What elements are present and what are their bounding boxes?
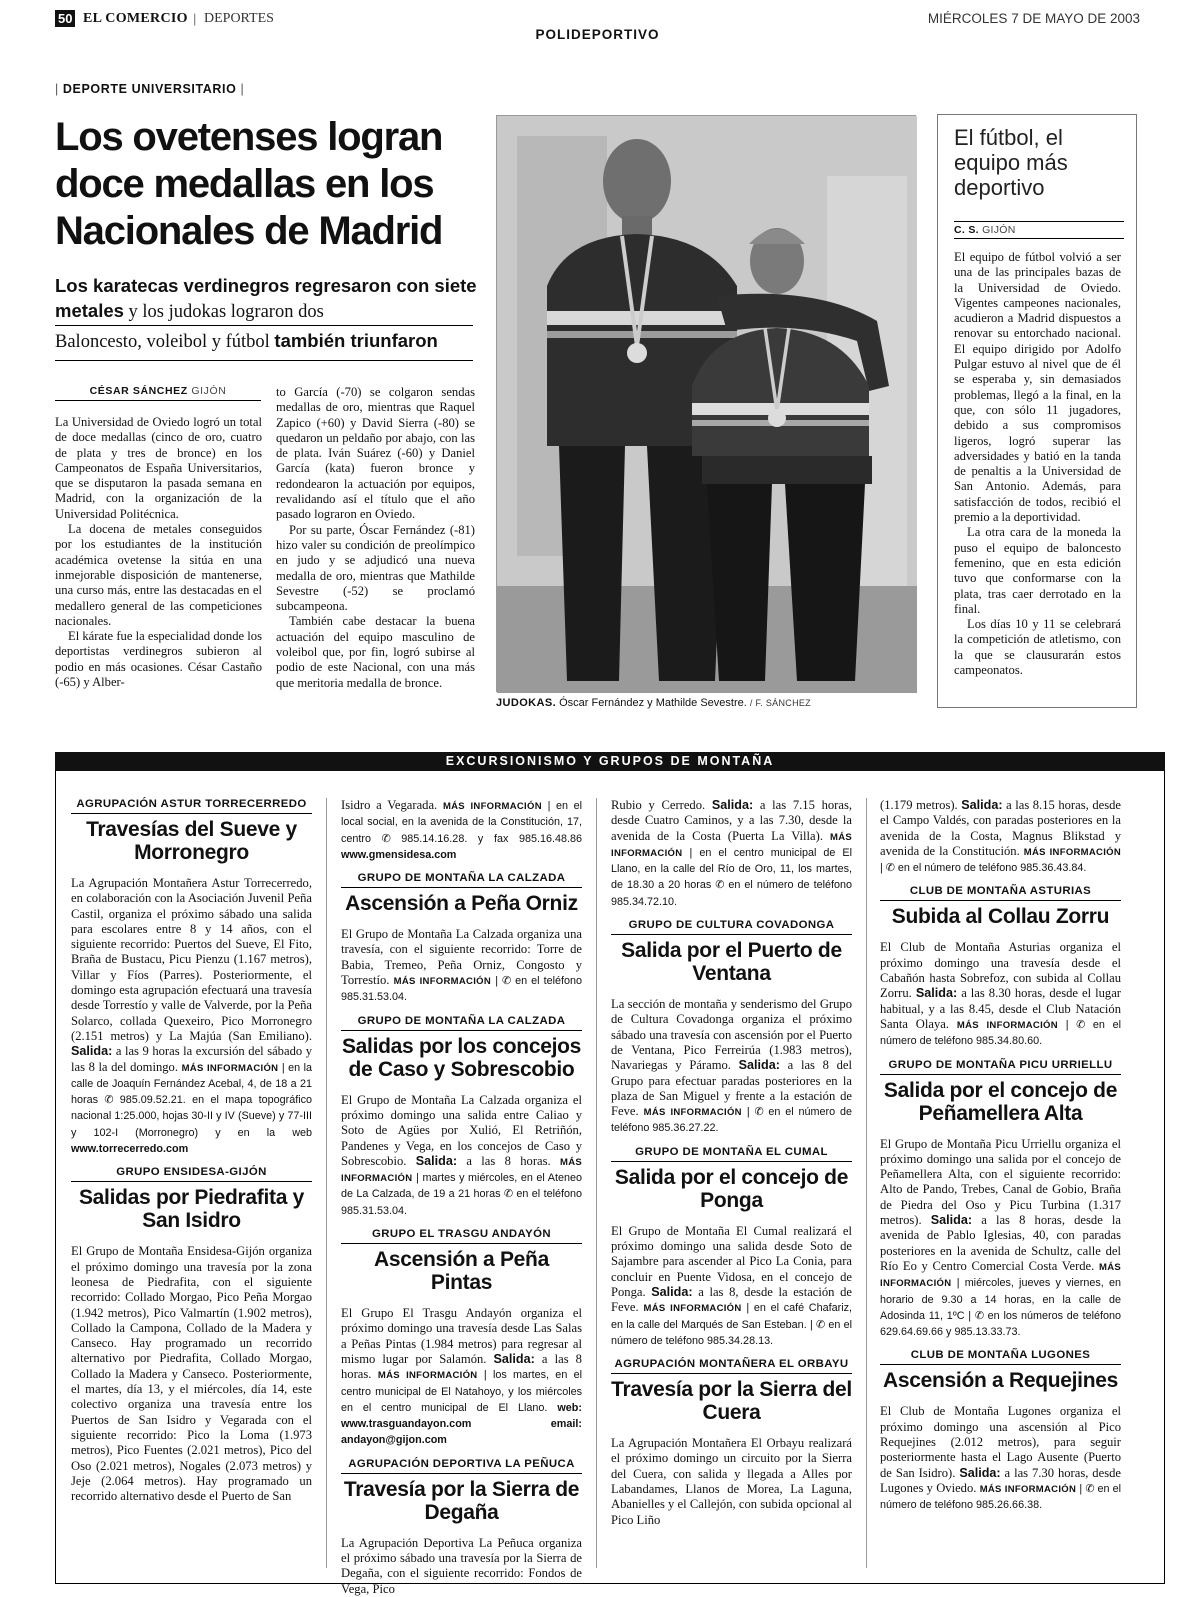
excursion-title: Salidas por Piedrafita y San Isidro [78,1186,305,1233]
excursion-title: Travesía por la Sierra de Degaña [343,1477,580,1524]
excursion-text: La Agrupación Deportiva La Peñuca organiza el próximo sábado una travesía por la Sierra de Degaña, con el siguiente recorrido: Fondos de Vega, Pico [341,1535,582,1596]
judokas-photo [496,115,916,692]
photo-caption: JUDOKAS. Óscar Fernández y Mathilde Sevestre. / F. SÁNCHEZ [496,697,811,709]
excursion-title: Salidas por los concejos de Caso y Sobrescobio [341,1034,582,1081]
club-name: AGRUPACIÓN ASTUR TORRECERREDO [71,798,312,814]
excursion-text: Rubio y Cerredo. Salida: a las 7.15 horas, desde Cuatro Caminos, y a las 7.30, desde la avenida de la Costa (Puerta La Villa). MÁS INFORMACIÓN | en el centro municipal de El Llano, en la calle del Río de Oro, 11, los martes, de 18.30 a 20 horas ✆ en el número de teléfono 985.34.72.10. [611,798,853,908]
club-name: CLUB DE MONTAÑA LUGONES [880,1349,1121,1365]
excursion-text: La sección de montaña y senderismo del Grupo de Cultura Covadonga organiza el próximo sábado una travesía con ascensión por el Puerto de Ventana, Pico Ferreirúa (1.983 metros), Navariegas y Páramo. Salida: a las 8 del Grupo para efectuar paradas posteriores en la plaza de San Miguel y frente a la estación de Feve. MÁS INFORMACIÓN | ✆ en el número de teléfono 985.36.27.22. [611,997,853,1135]
excursion-column-4 [880,798,1121,1514]
excursion-text: El Grupo de Montaña La Calzada organiza el próximo domingo una salida entre Caliao y Soto de Agües por Xulió, El Retriñón, Pandenes y Vega, en los concejos de Caso y Sobrescobio. Salida: a las 8 horas. MÁS INFORMACIÓN | martes y miércoles, en el Ateneo de La Calzada, de 19 a 21 horas ✆ en el teléfono 985.31.53.04. [341,1092,582,1217]
excursion-text: El Club de Montaña Asturias organiza el próximo domingo una travesía desde el Cabañón hasta Sobrefoz, con subida al Collau Zorru. Salida: a las 8.30 horas, desde el lugar habitual, y a las 8.45, desde el Club Natación Santa Olaya. MÁS INFORMACIÓN | ✆ en el número de teléfono 985.34.80.60. [880,940,1122,1048]
excursion-title: Ascensión a Requejines [883,1369,1118,1393]
excursion-text: Isidro a Vegarada. MÁS INFORMACIÓN | en el local social, en la avenida de la Constitución, 17, centro ✆ 985.14.16.28. y fax 985.16.48.86 www.gmensidesa.com [341,798,582,861]
page-header [55,10,1140,46]
excursion-title: Ascensión a Peña Pintas [374,1248,549,1295]
excursion-title: Salida por el concejo de Ponga [614,1165,849,1212]
sidebar-body: El equipo de fútbol volvió a ser una de las principales bazas de la Universidad de Oviedo. Vigentes campeones nacionales, acudieron a Madrid dispuestos a renovar su entorchado nacional. El equipo dirigido por Adolfo Pulgar estuvo al nivel que de él se esperaba y, sin demasiados problemas, llegó a la final, en la que, con sólo 11 jugadores, debido a sus compromisos ligeros, logró superar las adversidades y batió en la tanda de penaltis a la Universidad de San Antonio. Además, para satisfacción de todos, recibió el premio a la deportividad. La otra cara de la moneda la puso el equipo de baloncesto femenino, que en esta edición tuvo que conformarse con la plata, tras caer derrotado en la final. Los días 10 y 11 se celebrará la competición de atletismo, con la que se clausurarán estos campeonatos. [954,250,1121,678]
club-name: AGRUPACIÓN MONTAÑERA EL ORBAYU [611,1358,852,1374]
excursion-text: El Grupo de Montaña Picu Urriellu organiza el próximo domingo una salida por el concejo de Peñamellera Alta, con el siguiente recorrido: Alto de Pando, Trebes, Canal de Gobio, Braña de Piedra del Oso y Picu Turbina (1.317 metros). Salida: a las 8 horas, desde la avenida de Pablo Iglesias, 40, con paradas posteriores en la avenida de Schultz, calle del Río Eo y Centro Comercial Costa Verde. MÁS INFORMACIÓN | miércoles, jueves y viernes, en horario de 9.30 a 14 horas, en la calle de Adosinda 11, 1ºC | ✆ en los números de teléfono 629.64.69.66 y 985.13.33.73. [880,1136,1122,1339]
newspaper-name: EL COMERCIO [83,11,188,26]
col-divider-1 [326,798,327,1568]
excursion-title: Travesía por la Sierra del Cuera [611,1378,852,1425]
subsection-title: POLIDEPORTIVO [535,27,660,42]
excursion-column-1 [71,798,312,1504]
photo-figures [497,116,917,693]
excursion-column-3 [611,798,852,1528]
header-divider: | [193,11,197,26]
club-name: GRUPO EL TRASGU ANDAYÓN [341,1228,582,1244]
excursion-title: Salida por el concejo de Peñamellera Alta [883,1078,1118,1125]
excursion-text: La Agrupación Montañera Astur Torrecerredo, en colaboración con la Asociación Juvenil Peña Castil, organiza el próximo sábado una salida para escolares entre 8 y 14 años, con el siguiente recorrido: Puertos del Sueve, El Fito, Braña de Bustacu, Picu Pienzu (1.167 metros), Villar y Fíos (Parres). Posteriormente, el domingo esta agrupación efectuará una travesía desde Torrestío y valle de Valverde, por la Peña Solarco, collada Quexeiro, Pico Morronegro (2.151 metros) y La Majúa (San Emiliano). Salida: a las 9 horas la excursión del sábado y las 8 la del domingo. MÁS INFORMACIÓN | en la calle de Joaquín Fernández Acebal, 4, de 18 a 21 horas ✆ 985.09.52.21. en el mapa topográfico nacional 1:25.000, hojas 30-II y IV (Sueve) y 77-III y 102-I (Morronegro) y en la web www.torrecerredo.com [71,876,312,1156]
deck-secondary: Baloncesto, voleibol y fútbol también triunfaron [55,330,438,352]
excursion-title: Ascensión a Peña Orniz [345,892,578,916]
excursion-text: El Grupo de Montaña El Cumal realizará el próximo domingo una salida desde Soto de Sajambre para ascender al Pico La Conia, para concluir en Puente Vidosa, en el concejo de Ponga. Salida: a las 8, desde la estación de Feve. MÁS INFORMACIÓN | en el café Chafariz, en la calle del Marqués de San Esteban. | ✆ en el número de teléfono 985.34.28.13. [611,1223,853,1347]
kicker-bar-right: | [236,82,245,96]
excursion-text: El Grupo de Montaña La Calzada organiza una travesía, con el siguiente recorrido: Torre de Babia, Tremeo, Peña Orniz, Congosto y Torrestío. MÁS INFORMACIÓN | ✆ en el teléfono 985.31.53.04. [341,927,583,1004]
deck-rule-top [55,325,473,326]
club-name: GRUPO DE MONTAÑA LA CALZADA [341,872,582,888]
excursion-text: El Club de Montaña Lugones organiza el próximo domingo una ascensión al Pico Requejines (2.012 metros), para seguir posteriormente hasta el Lago Ausente (Puerto de San Isidro). Salida: a las 7.30 horas, desde Lugones y Oviedo. MÁS INFORMACIÓN | ✆ en el número de teléfono 985.26.66.38. [880,1404,1122,1512]
headline: Los ovetenses logran doce medallas en los Nacionales de Madrid [55,115,443,253]
excursion-column-2 [341,798,582,1597]
excursion-text: El Grupo de Montaña Ensidesa-Gijón organiza el próximo domingo una travesía por la zona leonesa de Piedrafita, con el siguiente recorrido: Collado Morgao, Pico Peña Morgao (1.942 metros), Pico Valmartín (1.902 metros), Collado la Campona, Collado de la Madera y Canseco. Hay programado un recorrido alternativo por Piedrafita, Collado Morgao, Collado la Madera y Canseco. Posteriormente, el martes, día 13, y el miércoles, día 14, este colectivo organiza una travesía entre los Puertos de San Isidro y Vegarada con el siguiente recorrido: Pico la Loma (1.973 metros), Pico Fuentes (2.021 metros), Pico del Oso (2.021 metros), Nogales (2.073 metros) y Jeje (2.064 metros). Hay programado un recorrido alternativo desde el Puerto de San [71,1244,312,1504]
deck-primary: Los karatecas verdinegros regresaron con siete metales y los judokas lograron dos [55,275,477,322]
club-name: AGRUPACIÓN DEPORTIVA LA PEÑUCA [341,1458,582,1474]
section-name: DEPORTES [204,11,274,26]
excursion-title: Travesías del Sueve y Morronegro [86,818,297,864]
club-name: GRUPO DE MONTAÑA PICU URRIELLU [880,1059,1121,1075]
excursion-text: (1.179 metros). Salida: a las 8.15 horas, desde el Campo Valdés, con paradas posteriores en la avenida de la Costa, Magnus Blikstad y avenida de la Constitución. MÁS INFORMACIÓN | ✆ en el número de teléfono 985.36.43.84. [880,798,1121,875]
byline: CÉSAR SÁNCHEZ GIJÓN [55,385,261,401]
excursion-text: El Grupo El Trasgu Andayón organiza el próximo domingo una travesía desde Las Salas a Peñas Pintas (1.984 metros) para regresar al mismo lugar por Salamón. Salida: a las 8 horas. MÁS INFORMACIÓN | los martes, en el centro municipal de El Natahoyo, y los miércoles en el centro municipal de El Llano. web: www.trasguandayon.com email: andayon@gijon.com [341,1306,582,1447]
page-number: 50 [55,10,75,27]
excursions-banner: EXCURSIONISMO Y GRUPOS DE MONTAÑA [55,752,1165,771]
article-column-2: to García (-70) se colgaron sendas medallas de oro, mientras que Raquel Zapico (+60) y David Sierra (-80) se quedaron un peldaño por abajo, con las de plata. Iván Suárez (-60) y Daniel García (kata) fueron bronce y redondearon la actuación por equipos, revalidando así el título que el año pasado lograron en Oviedo. Por su parte, Óscar Fernández (-81) hizo valer su condición de preolímpico en judo y se adjudicó una nueva medalla de oro, mientras que Mathilde Sevestre (-52) se proclamó subcampeona. También cabe destacar la buena actuación del equipo masculino de voleibol que, por fin, logró subirse al podio de este Nacional, con una más que meritoria medalla de bronce. [276,385,475,690]
col-divider-2 [596,798,597,1568]
club-name: GRUPO DE MONTAÑA EL CUMAL [611,1146,852,1162]
sidebar-byline: C. S. GIJÓN [954,221,1124,239]
excursion-title: Salida por el Puerto de Ventana [621,939,842,986]
deck-rule-bottom [55,360,473,361]
excursion-text: La Agrupación Montañera El Orbayu realizará el próximo domingo un circuito por la Sierra del Cuera, con salida y llegada a Alles por Labandames, Llanos de Morea, La Laguna, Abanielles y el Callejón, con subida opcional al Pico Liño [611,1436,852,1527]
club-name: CLUB DE MONTAÑA ASTURIAS [880,885,1121,901]
photo-credit: / F. SÁNCHEZ [749,698,811,708]
club-name: GRUPO ENSIDESA-GIJÓN [71,1166,312,1182]
article-column-1: La Universidad de Oviedo logró un total de doce medallas (cinco de oro, cuatro de plata y tres de bronce) en los Campeonatos de España Universitarios, que se disputaron la pasada semana en Madrid, con la organización de la Universidad Politécnica. La docena de metales conseguidos por los estudiantes de la institución académica ovetense la sitúa en una inmejorable disposición de mantenerse, una curso más, entre las destacadas en el medallero general de las competiciones nacionales. El kárate fue la especialidad donde los deportistas verdinegros subieron al podio en más ocasiones. César Castaño (-65) y Alber- [55,415,262,690]
article-kicker: | DEPORTE UNIVERSITARIO | [55,82,245,96]
club-name: GRUPO DE CULTURA COVADONGA [611,919,852,935]
page-date: MIÉRCOLES 7 DE MAYO DE 2003 [927,11,1140,26]
kicker-bar-left: | [55,82,63,96]
club-name: GRUPO DE MONTAÑA LA CALZADA [341,1015,582,1031]
col-divider-3 [866,798,867,1568]
excursion-title: Subida al Collau Zorru [891,905,1110,929]
sidebar-title: El fútbol, el equipo más deportivo [954,125,1068,200]
